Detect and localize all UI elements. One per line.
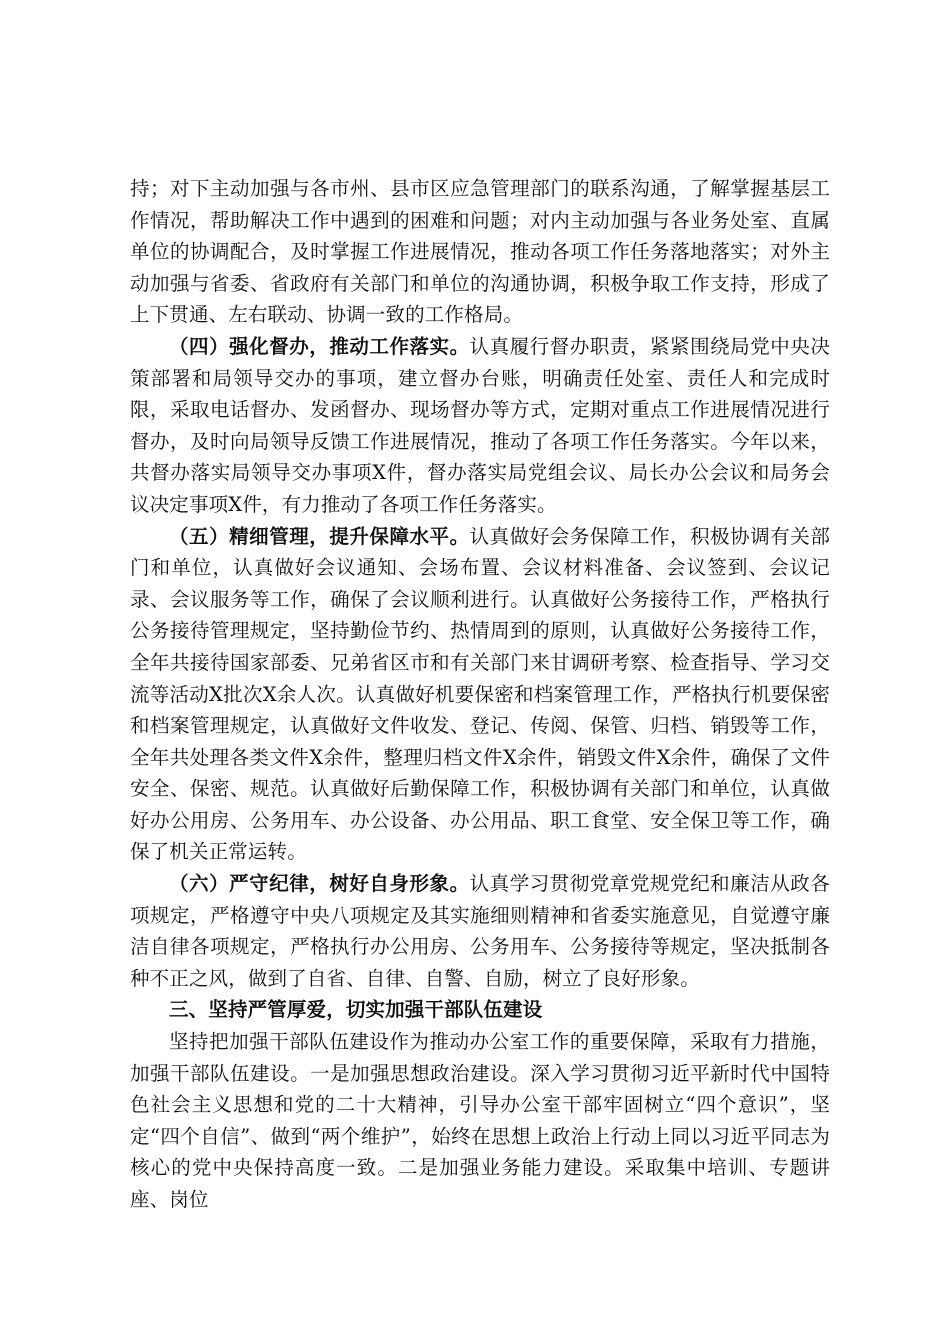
section-heading-3: 三、坚持严管厚爱，切实加强干部队伍建设 (169, 998, 543, 1022)
section-lead-6: （六）严守纪律，树好自身形象。 (169, 872, 470, 896)
paragraph-text: 坚持把加强干部队伍建设作为推动办公室工作的重要保障，采取有力措施，加强干部队伍建设。一是加强思想政治建设。深入学习贯彻习近平新时代中国特色社会主义思想和党的二十大精神，引导办公室干部牢固树立“四个意识”，坚定“四个自信”、做到“两个维护”，始终在思想上政治上行动上同以习近平同志为核心的党中央保持高度一致。二是加强业务能力建设。采取集中培训、专题讲座、岗位 (130, 1030, 830, 1211)
paragraph-management (130, 521, 830, 869)
paragraph-supervision (130, 331, 830, 521)
section-lead-5: （五）精细管理，提升保障水平。 (169, 524, 470, 548)
paragraph-text: 认真学习贯彻党章党规党纪和廉洁从政各项规定，严格遵守中央八项规定及其实施细则精神和省委实施意见，自觉遵守廉洁自律各项规定，严格执行办公用房、公务用车、公务接待等规定，坚决抵制各种不正之风，做到了自省、自律、自警、自励，树立了良好形象。 (130, 872, 830, 990)
paragraph-text: 持；对下主动加强与各市州、县市区应急管理部门的联系沟通，了解掌握基层工作情况，帮助解决工作中遇到的困难和问题；对内主动加强与各业务处室、直属单位的协调配合，及时掌握工作进展情况，推动各项工作任务落地落实；对外主动加强与省委、省政府有关部门和单位的沟通协调，积极争取工作支持，形成了上下贯通、左右联动、协调一致的工作格局。 (130, 177, 830, 327)
paragraph-text: 认真履行督办职责，紧紧围绕局党中央决策部署和局领导交办的事项，建立督办台账，明确责任处室、责任人和完成时限，采取电话督办、发函督办、现场督办等方式，定期对重点工作进展情况进行督办，及时向局领导反馈工作进展情况，推动了各项工作任务落实。今年以来，共督办落实局领导交办事项X件，督办落实局党组会议、局长办公会议和局务会议决定事项X件，有力推动了各项工作任务落实。 (130, 334, 830, 516)
document-body (130, 173, 830, 1216)
paragraph-coordination (130, 173, 830, 331)
paragraph-discipline (130, 868, 830, 994)
paragraph-text: 认真做好会务保障工作，积极协调有关部门和单位，认真做好会议通知、会场布置、会议材料准备、会议签到、会议记录、会议服务等工作，确保了会议顺利进行。认真做好公务接待工作，严格执行公务接待管理规定，坚持勤俭节约、热情周到的原则，认真做好公务接待工作，全年共接待国家部委、兄弟省区市和有关部门来甘调研考察、检查指导、学习交流等活动X批次X余人次。认真做好机要保密和档案管理工作，严格执行机要保密和档案管理规定，认真做好文件收发、登记、传阅、保管、归档、销毁等工作，全年共处理各类文件X余件，整理归档文件X余件，销毁文件X余件，确保了文件安全、保密、规范。认真做好后勤保障工作，积极协调有关部门和单位，认真做好办公用房、公务用车、办公设备、办公用品、职工食堂、安全保卫等工作，确保了机关正常运转。 (130, 524, 830, 864)
section-lead-4: （四）强化督办，推动工作落实。 (169, 334, 470, 358)
paragraph-team-building (130, 1026, 830, 1216)
